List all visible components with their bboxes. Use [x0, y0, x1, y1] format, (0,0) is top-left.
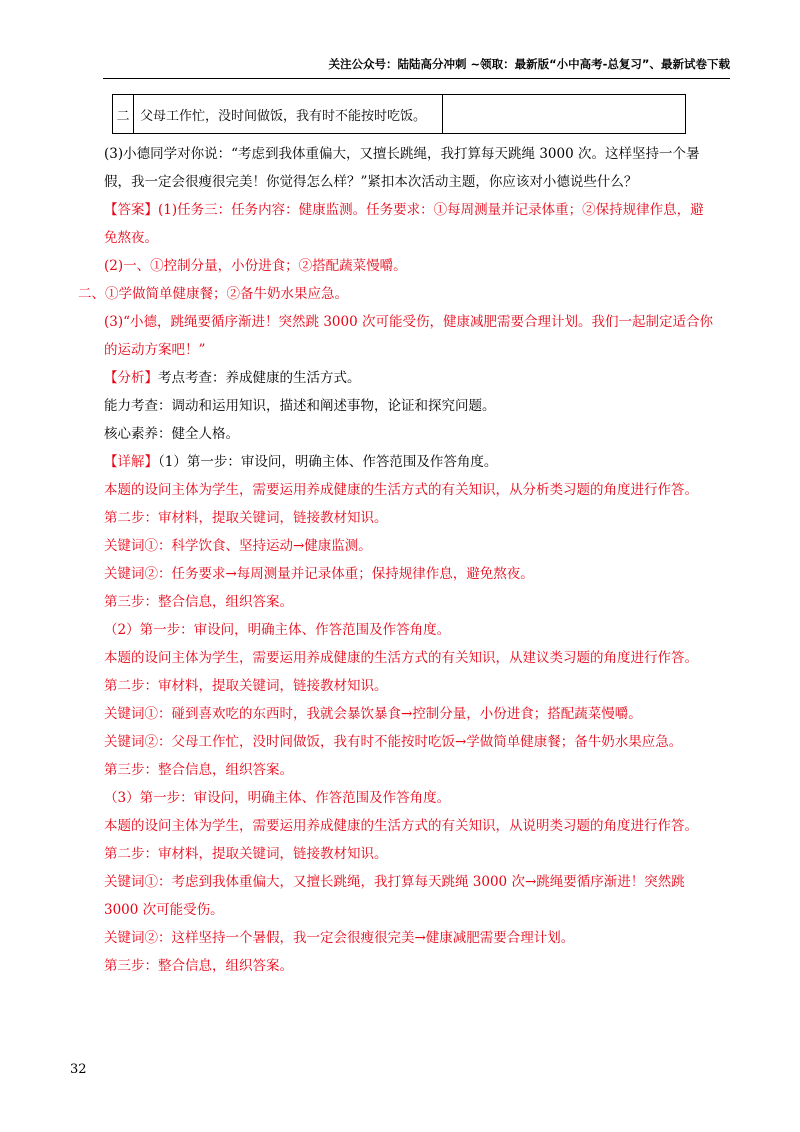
text-line: [100, 504, 710, 532]
line-text: 3000 次可能受伤。: [104, 902, 224, 918]
line-text: (2)一、①控制分量，小份进食；②搭配蔬菜慢嚼。: [104, 258, 407, 274]
line-text: (3)“小德，跳绳要循序渐进！突然跳 3000 次可能受伤，健康减肥需要合理计划。我们一起制定适合你: [104, 314, 713, 330]
line-text: 的运动方案吧！”: [104, 342, 206, 358]
text-line: [100, 868, 710, 896]
text-line: [100, 952, 710, 980]
line-text: 关键词①：科学饮食、坚持运动→健康监测。: [104, 538, 372, 554]
table-row: [113, 95, 686, 134]
section-label: 【分析】: [104, 370, 158, 386]
text-line: [100, 896, 710, 924]
text-line: [100, 392, 710, 420]
text-line: [100, 252, 710, 280]
page-number: 32: [70, 1062, 87, 1077]
page-header: 关注公众号：陆陆高分冲刺 ~领取：最新版“小中高考-总复习”、最新试卷下载: [328, 57, 730, 71]
text-line: [100, 924, 710, 952]
text-line: [100, 588, 710, 616]
line-text: 本题的设问主体为学生，需要运用养成健康的生活方式的有关知识，从建议类习题的角度进行作答。: [104, 650, 698, 666]
text-line: [100, 420, 710, 448]
text-line: [100, 308, 713, 336]
line-text: 第三步：整合信息，组织答案。: [104, 958, 293, 974]
line-text: 本题的设问主体为学生，需要运用养成健康的生活方式的有关知识，从说明类习题的角度进行作答。: [104, 818, 698, 834]
line-text: 关键词①：考虑到我体重偏大，又擅长跳绳，我打算每天跳绳 3000 次→跳绳要循序渐进！突然跳: [104, 874, 685, 890]
text-line: [100, 140, 710, 168]
text-line: [100, 168, 710, 196]
text-line: [100, 728, 710, 756]
line-text: 第二步：审材料，提取关键词，链接教材知识。: [104, 510, 388, 526]
line-text: 本题的设问主体为学生，需要运用养成健康的生活方式的有关知识，从分析类习题的角度进行作答。: [104, 482, 698, 498]
line-text: 第二步：审材料，提取关键词，链接教材知识。: [104, 846, 388, 862]
header-rule: [103, 78, 730, 79]
text-line: [100, 644, 710, 672]
text-line: [100, 700, 710, 728]
line-text: 第三步：整合信息，组织答案。: [104, 762, 293, 778]
text-line: [100, 840, 710, 868]
line-text: （2）第一步：审设问，明确主体、作答范围及作答角度。: [104, 622, 451, 638]
line-text: (1)任务三：任务内容：健康监测。任务要求：①每周测量并记录体重；②保持规律作息，避: [158, 202, 704, 218]
section-label: 【详解】: [104, 454, 158, 470]
text-line: [100, 812, 710, 840]
line-text: 考点考查：养成健康的生活方式。: [158, 370, 361, 386]
line-text: （1）第一步：审设问，明确主体、作答范围及作答角度。: [158, 454, 498, 470]
line-text: 关键词②：任务要求→每周测量并记录体重；保持规律作息，避免熬夜。: [104, 566, 534, 582]
text-line: [100, 672, 710, 700]
line-text: (3)小德同学对你说：“考虑到我体重偏大，又擅长跳绳，我打算每天跳绳 3000 次。这样坚持一个暑: [104, 146, 700, 162]
section-label: 【答案】: [104, 202, 158, 218]
table-cell-answer: [443, 95, 686, 134]
text-line: [100, 532, 710, 560]
text-line: [100, 476, 710, 504]
text-line: [78, 280, 710, 308]
line-text: 第三步：整合信息，组织答案。: [104, 594, 293, 610]
line-text: 免熬夜。: [104, 230, 158, 246]
line-text: 关键词②：这样坚持一个暑假，我一定会很瘦很完美→健康减肥需要合理计划。: [104, 930, 575, 946]
text-line: [100, 448, 710, 476]
text-line: [100, 336, 710, 364]
table-fragment: [112, 94, 686, 134]
table-cell-num: 二: [113, 95, 134, 134]
line-text: 关键词②：父母工作忙，没时间做饭，我有时不能按时吃饭→学做简单健康餐；备牛奶水果应急。: [104, 734, 683, 750]
text-line: [100, 364, 710, 392]
line-text: 能力考查：调动和运用知识，描述和阐述事物，论证和探究问题。: [104, 398, 496, 414]
text-line: [100, 196, 710, 224]
line-text: 第二步：审材料，提取关键词，链接教材知识。: [104, 678, 388, 694]
line-text: 二、①学做简单健康餐；②备牛奶水果应急。: [78, 286, 348, 302]
table-cell-content: 父母工作忙，没时间做饭，我有时不能按时吃饭。: [134, 95, 443, 134]
text-line: [100, 224, 710, 252]
text-line: [100, 560, 710, 588]
line-text: 假，我一定会很瘦很完美！你觉得怎么样？”紧扣本次活动主题，你应该对小德说些什么？: [104, 174, 638, 190]
text-line: [100, 784, 710, 812]
line-text: （3）第一步：审设问，明确主体、作答范围及作答角度。: [104, 790, 451, 806]
line-text: 关键词①：碰到喜欢吃的东西时，我就会暴饮暴食→控制分量，小份进食；搭配蔬菜慢嚼。: [104, 706, 642, 722]
line-text: 核心素养：健全人格。: [104, 426, 239, 442]
text-line: [100, 616, 710, 644]
text-line: [100, 756, 710, 784]
document-body: [78, 140, 713, 980]
